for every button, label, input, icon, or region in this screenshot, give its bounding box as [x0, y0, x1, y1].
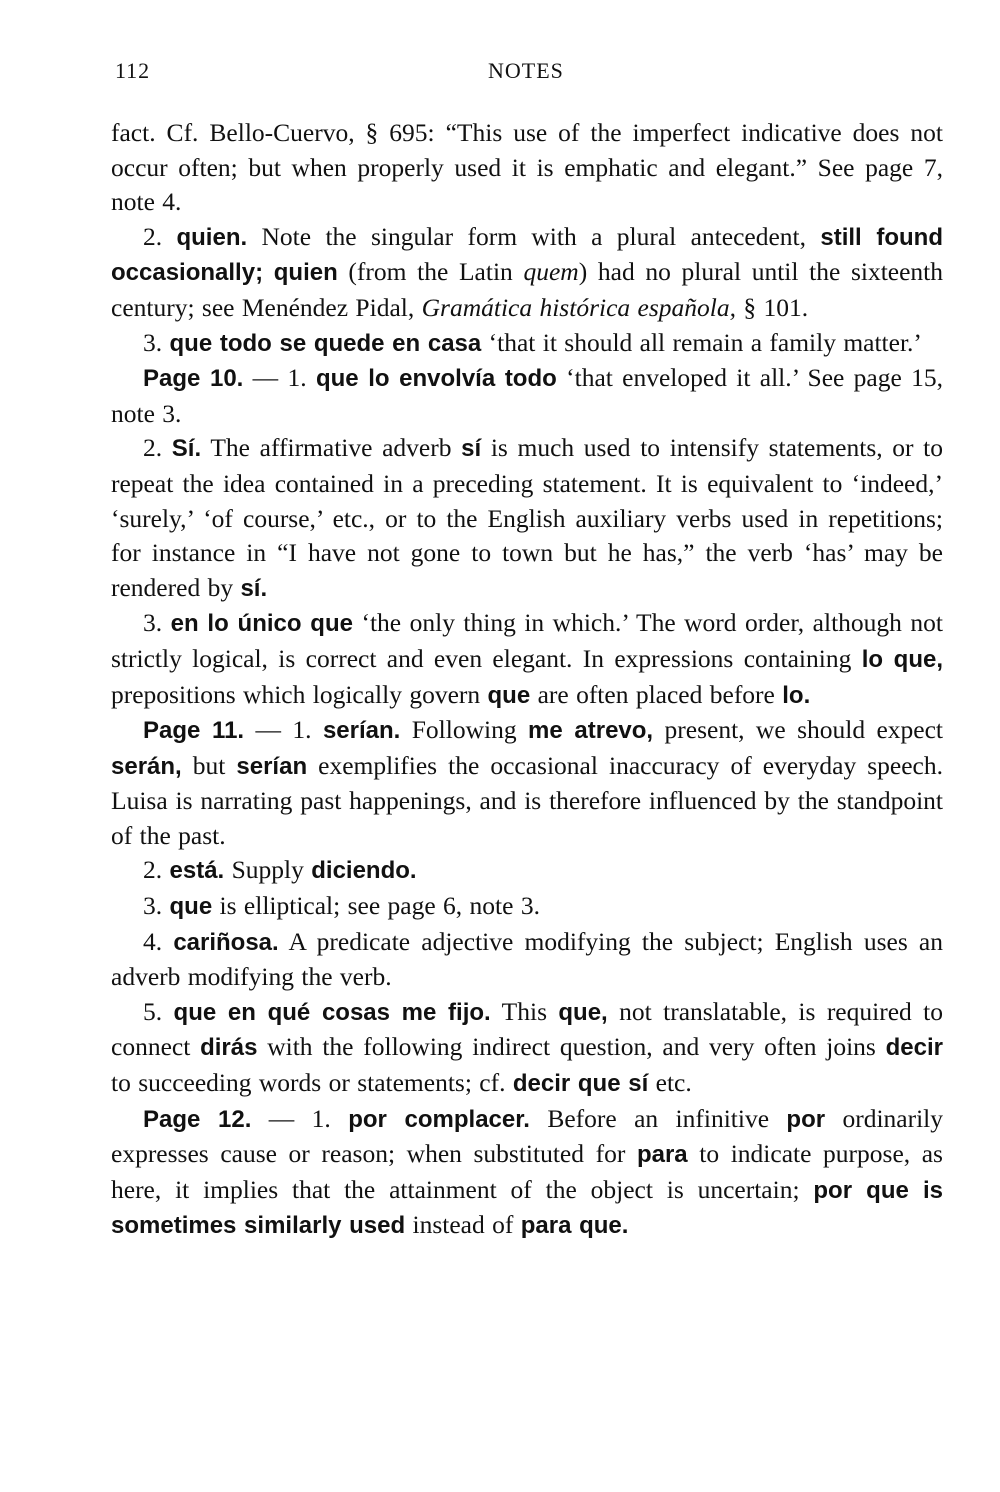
page-reference: Page 10.: [143, 365, 244, 393]
text-run: instead of: [405, 1210, 521, 1240]
spanish-term: que,: [558, 998, 608, 1026]
italic-text: Gramática histórica española,: [421, 292, 736, 322]
text-run: to succeeding words or statements; cf.: [111, 1068, 513, 1098]
spanish-term: para que.: [520, 1212, 629, 1240]
text-run: 2.: [143, 855, 170, 885]
text-run: 3.: [143, 327, 170, 357]
note-paragraph: [111, 925, 943, 995]
spanish-term: serían.: [322, 717, 401, 745]
note-paragraph: [111, 431, 943, 606]
text-run: 4.: [143, 926, 174, 956]
spanish-term: lo que,: [861, 645, 943, 673]
text-run: etc.: [648, 1068, 692, 1098]
spanish-term: por complacer.: [348, 1105, 530, 1133]
spanish-term: por que is sometimes similarly used: [111, 1176, 943, 1240]
text-run: ) had no plural until the sixteenth century; see Menéndez Pidal,: [111, 257, 944, 322]
page-number: 112: [115, 58, 151, 83]
spanish-term: decir que sí: [512, 1070, 649, 1098]
spanish-term: en lo único que: [170, 610, 353, 638]
text-run: is much used to intensify statements, or to repeat the idea contained in a preceding statement. It is equivalent to ‘indeed,’ ‘surely,’ ‘of course,’ etc., or to the English auxiliary verbs used in repetitions; for instance in “I have not gone to town but he has,” the verb ‘has’ may be rendered by: [111, 433, 944, 602]
spanish-term: sí.: [240, 574, 268, 602]
spanish-term: quien.: [176, 223, 248, 251]
text-run: 3.: [143, 891, 170, 921]
text-run: 2.: [143, 221, 177, 251]
spanish-term: para: [636, 1141, 688, 1169]
text-run: prepositions which logically govern: [111, 679, 488, 709]
text-run: [263, 257, 274, 286]
spanish-term: que lo envolvía todo: [315, 365, 557, 393]
note-paragraph: [111, 116, 943, 220]
note-paragraph: [111, 853, 943, 889]
note-paragraph: [111, 361, 943, 431]
text-run: exemplifies the occasional inaccuracy of everyday speech. Luisa is narrating past happenings, and is therefore influenced by the standpoint of the past.: [111, 750, 943, 850]
text-run: with the following indirect question, and very often joins: [257, 1032, 886, 1062]
spanish-term: cariñosa.: [173, 928, 279, 956]
note-paragraph: [111, 713, 943, 853]
spanish-term: está.: [169, 857, 225, 885]
text-run: A predicate adjective modifying the subject; English uses an adverb modifying the verb.: [111, 926, 943, 992]
spanish-term: que todo se quede en casa: [169, 329, 482, 357]
text-run: ‘the only thing in which.’ The word order, although not strictly logical, is correct and even elegant. In expressions containing: [111, 608, 943, 673]
text-run: Supply: [224, 855, 312, 885]
text-run: — 1.: [244, 715, 323, 745]
spanish-term: serían: [236, 752, 308, 780]
spanish-term: que en qué cosas me fijo.: [173, 998, 491, 1026]
note-paragraph: [111, 1102, 943, 1244]
text-run: — 1.: [251, 1103, 349, 1133]
page-reference: Page 11.: [143, 717, 245, 745]
page-reference: Page 12.: [143, 1105, 252, 1133]
note-paragraph: [111, 326, 943, 362]
text-run: 5.: [143, 996, 174, 1026]
spanish-term: me atrevo,: [528, 717, 654, 745]
text-run: — 1.: [243, 363, 316, 393]
text-run: 2.: [143, 433, 172, 463]
note-paragraph: [111, 995, 943, 1102]
text-run: not translatable, is required to connect: [111, 996, 944, 1062]
text-run: present, we should expect: [653, 715, 944, 745]
spanish-term: que: [487, 681, 531, 709]
spanish-term: diciendo.: [311, 857, 417, 885]
text-run: fact. Cf. Bello-Cuervo, § 695: “This use of the imperfect indicative does not occur often; but when properly used it is emphatic and elegant.” See page 7, note 4.: [111, 118, 943, 217]
text-run: ordinarily expresses cause or reason; when substituted for: [111, 1103, 944, 1169]
spanish-term: por: [786, 1105, 826, 1133]
text-run: This: [490, 996, 559, 1026]
text-run: 3.: [143, 608, 171, 638]
note-paragraph: [111, 220, 943, 326]
text-run: (from the Latin: [337, 257, 524, 287]
running-title: NOTES: [488, 58, 564, 83]
text-run: ‘that enveloped it all.’ See page 15, note 3.: [111, 363, 944, 428]
spanish-term: dirás: [200, 1034, 258, 1062]
text-run: § 101.: [735, 292, 809, 322]
text-run: The affirmative adverb: [201, 433, 462, 463]
spanish-term: serán,: [111, 752, 182, 780]
text-run: Note the singular form with a plural antecedent,: [247, 221, 821, 251]
italic-text: quem: [523, 257, 579, 287]
spanish-term: sí: [461, 435, 482, 463]
spanish-term: que: [169, 893, 213, 921]
spanish-term: Sí.: [171, 435, 202, 463]
notes-body: [111, 116, 943, 1244]
text-run: to indicate purpose, as here, it implies that the attainment of the object is uncertain;: [111, 1139, 943, 1204]
spanish-term: lo.: [782, 681, 811, 709]
text-run: but: [181, 750, 237, 780]
note-paragraph: [111, 606, 943, 713]
spanish-term: still found occasionally;: [111, 223, 943, 287]
spanish-term: quien: [273, 259, 338, 287]
text-run: Before an infinitive: [529, 1103, 787, 1133]
spanish-term: decir: [885, 1034, 944, 1062]
note-paragraph: [111, 889, 943, 925]
text-run: is elliptical; see page 6, note 3.: [212, 891, 540, 921]
running-header: [115, 58, 943, 88]
text-run: Following: [400, 715, 529, 745]
text-run: ‘that it should all remain a family matter.’: [481, 327, 922, 357]
text-run: are often placed before: [530, 679, 783, 709]
